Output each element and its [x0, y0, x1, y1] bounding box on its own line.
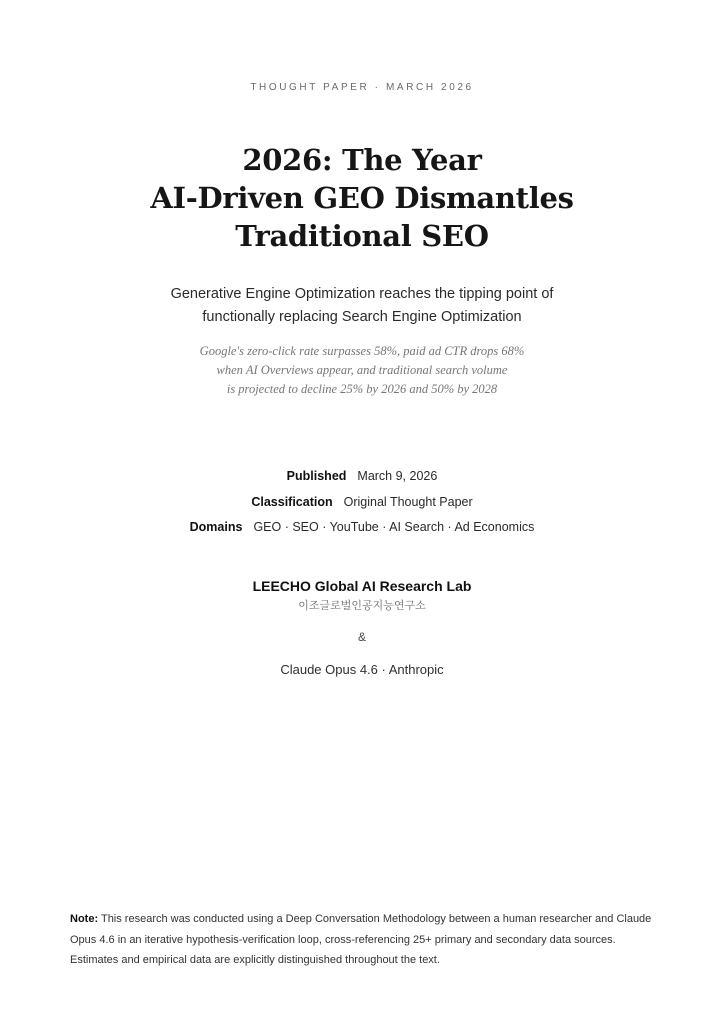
note-label: Note: — [70, 913, 99, 925]
title-line: Traditional SEO — [235, 219, 489, 253]
meta-value: March 9, 2026 — [357, 469, 438, 483]
meta-row-classification — [0, 492, 724, 518]
title-line: 2026: The Year — [242, 143, 482, 177]
abstract-line: when AI Overviews appear, and traditional search volume — [216, 363, 508, 377]
meta-key: Published — [286, 469, 347, 483]
paper-kicker: THOUGHT PAPER · MARCH 2026 — [250, 82, 474, 93]
meta-key: Domains — [189, 520, 243, 534]
meta-value: Original Thought Paper — [343, 494, 473, 509]
author-lab-name: LEECHO Global AI Research Lab — [252, 578, 472, 594]
author-lab-korean-name: 이조글로벌인공지능연구소 — [298, 600, 426, 612]
meta-value: GEO · SEO · YouTube · AI Search · Ad Economics — [253, 520, 535, 534]
subtitle-line: Generative Engine Optimization reaches the tipping point of — [170, 286, 554, 302]
methodology-note — [70, 909, 654, 971]
author-partner: Claude Opus 4.6 · Anthropic — [280, 662, 444, 677]
meta-row-published — [0, 466, 724, 492]
paper-title — [0, 141, 724, 255]
meta-row-domains — [0, 517, 724, 543]
paper-abstract — [0, 342, 724, 399]
note-text: This research was conducted using a Deep Conversation Methodology between a human researcher and Claude Opus 4.6 in an iterative hypothesis-verification loop, cross-referencing 25+ primary and secondary data sources. Estimates and empirical data are explicitly distinguished throughout the text. — [70, 913, 652, 966]
abstract-line: Google's zero-click rate surpasses 58%, paid ad CTR drops 68% — [199, 344, 525, 358]
subtitle-line: functionally replacing Search Engine Optimization — [202, 309, 522, 325]
meta-key: Classification — [251, 494, 333, 509]
title-line: AI-Driven GEO Dismantles — [150, 181, 574, 215]
paper-metadata — [0, 466, 724, 543]
paper-authors — [0, 576, 724, 679]
author-separator: & — [357, 630, 366, 644]
abstract-line: is projected to decline 25% by 2026 and 50% by 2028 — [226, 382, 498, 396]
paper-subtitle — [0, 283, 724, 329]
